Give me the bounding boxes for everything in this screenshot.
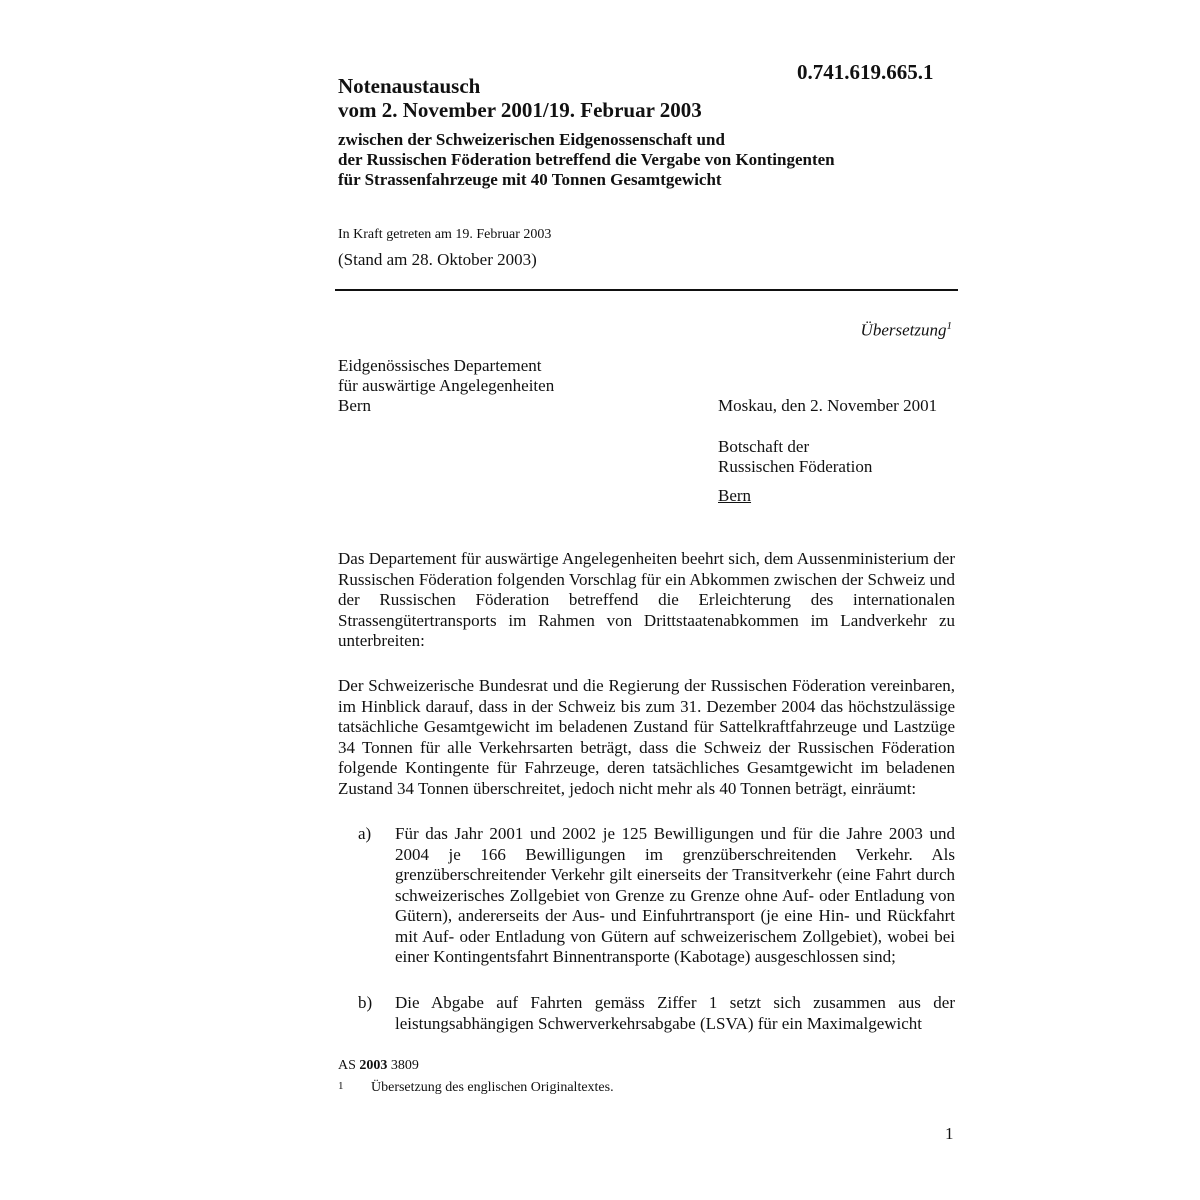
recipient-line-2: Russischen Föderation [718, 457, 873, 476]
recipient-address [718, 437, 872, 477]
body-paragraph-1: Das Departement für auswärtige Angelegenheiten beehrt sich, dem Aussenministerium der Russischen Föderation folgenden Vorschlag für ein Abkommen zwischen der Schweiz und der Russischen Föderation betreffend die Erleichterung des internationalen Strassengütertransports im Rahmen von Drittstaatenabkommen im Landverkehr zu unterbreiten: [338, 549, 955, 650]
title-line-1: Notenaustausch [338, 74, 481, 98]
recipient-line-1: Botschaft der [718, 437, 810, 456]
as-reference [338, 1058, 419, 1074]
status-date: (Stand am 28. Oktober 2003) [338, 250, 537, 269]
as-page: 3809 [390, 1058, 419, 1073]
footnote-text: Übersetzung des englischen Originaltextes. [371, 1080, 614, 1095]
footnote-reference[interactable]: 1 [946, 320, 952, 332]
footnote [338, 1080, 614, 1096]
title-line-2: vom 2. November 2001/19. Februar 2003 [338, 98, 702, 122]
subtitle-line-3: für Strassenfahrzeuge mit 40 Tonnen Gesamtgewicht [338, 170, 722, 189]
translation-note-label: Übersetzung [860, 320, 947, 340]
subtitle-line-2: der Russischen Föderation betreffend die Vergabe von Kontingenten [338, 150, 835, 169]
list-item [358, 824, 955, 968]
translation-note [861, 320, 952, 341]
list-marker: a) [358, 824, 372, 843]
place-and-date: Moskau, den 2. November 2001 [718, 396, 938, 415]
list-item-text: Für das Jahr 2001 und 2002 je 125 Bewilligungen und für die Jahre 2003 und 2004 je 166 Bewilligungen im grenzüberschreitenden Verkehr. Als grenzüberschreitender Verkehr gilt einerseits der Transitverkehr (eine Fahrt durch schweizerisches Zollgebiet von Grenze zu Grenze ohne Auf- oder Entladung von Gütern), andererseits der Aus- und Einfuhrtransport (je eine Hin- und Rückfahrt mit Auf- oder Entladung von Gütern auf schweizerischem Zollgebiet), wobei bei einer Kontingentsfahrt Binnentransporte (Kabotage) ausgeschlossen sind; [395, 824, 955, 966]
subtitle-line-1: zwischen der Schweizerischen Eidgenossenschaft und [338, 130, 725, 149]
header-divider [335, 289, 958, 291]
sender-address [338, 356, 554, 416]
footnote-number: 1 [338, 1080, 344, 1092]
body-paragraph-2: Der Schweizerische Bundesrat und die Regierung der Russischen Föderation vereinbaren, im Hinblick darauf, dass in der Schweiz bis zum 31. Dezember 2004 das höchstzulässige tatsächliche Gesamtgewicht im beladenen Zustand für Sattelkraftfahrzeuge und Lastzüge 34 Tonnen für alle Verkehrsarten beträgt, dass die Schweiz der Russischen Föderation folgende Kontingente für Fahrzeuge, deren tatsächliches Gesamtgewicht im beladenen Zustand 34 Tonnen überschreitet, jedoch nicht mehr als 40 Tonnen beträgt, einräumt: [338, 676, 955, 798]
sender-line-2: für auswärtige Angelegenheiten [338, 376, 555, 395]
sr-number: 0.741.619.665.1 [797, 60, 934, 84]
in-force-date: In Kraft getreten am 19. Februar 2003 [338, 227, 552, 242]
as-prefix: AS [338, 1058, 356, 1073]
as-year: 2003 [359, 1058, 388, 1073]
recipient-city: Bern [718, 486, 752, 505]
sender-line-3: Bern [338, 396, 372, 415]
document-subtitle [338, 130, 978, 190]
page-number: 1 [945, 1124, 954, 1143]
sender-line-1: Eidgenössisches Departement [338, 356, 542, 375]
document-title [338, 74, 702, 122]
list-marker: b) [358, 993, 373, 1012]
list-item-text: Die Abgabe auf Fahrten gemäss Ziffer 1 setzt sich zusammen aus der leistungsabhängigen Schwerverkehrsabgabe (LSVA) für ein Maximalgewicht [395, 993, 955, 1033]
list-item [358, 993, 955, 1034]
